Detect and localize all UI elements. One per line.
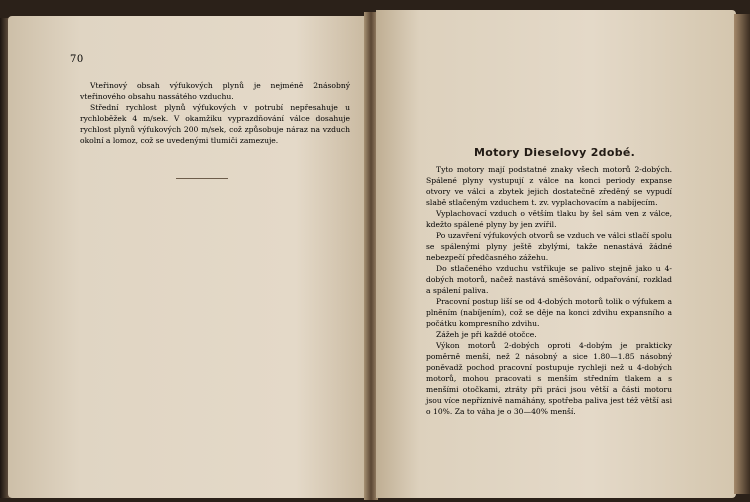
left-page-body [80, 80, 350, 146]
paragraph: Výkon motorů 2-dobých oproti 4-dobým je prakticky poměrně menší, než 2 násobný a sice 1.80—1.85 násobný poněvadž pochod pracovní postupuje rychleji než u 4-dobých motorů, mohou pracovati s menším středním tlakem a s menšími otočkami, ztráty při práci jsou větší a části motoru jsou více nepříznivě namáhány, spotřeba paliva jest též větší asi o 10%. Za to váha je o 30—40% menší. [426, 341, 672, 416]
book-edge-right [734, 14, 750, 494]
paragraph: Po uzavření výfukových otvorů se vzduch ve válci stlačí spolu se spálenými plyny ještě zbylými, takže nenastává žádné nebezpečí předčasného zážehu. [426, 231, 672, 262]
paragraph: Střední rychlost plynů výfukových v potrubí nepřesahuje u rychloběžek 4 m/sek. V okamžiku vyprazdňování válce dosahuje rychlost plynů výfukových 200 m/sek, což způsobuje náraz na vzduch okolní a lomoz, což se uvedenými tlumiči zamezuje. [80, 103, 350, 145]
paragraph: Vyplachovací vzduch o větším tlaku by šel sám ven z válce, kdežto spálené plyny by jen zvířil. [426, 209, 672, 229]
right-page-body [426, 164, 672, 417]
section-divider [176, 178, 228, 179]
paragraph: Tyto motory mají podstatné znaky všech motorů 2-dobých. Spálené plyny vystupují z válce na konci periody expanse otvory ve válci a zbytek jejich dostatečně zředěný se vypudí slabě stlačeným vzduchem t. zv. vyplachovacím a nabíjecím. [426, 165, 672, 207]
paragraph: Vteřinový obsah výfukových plynů je nejméně 2násobný vteřinového obsahu nassátého vzduchu. [80, 81, 350, 101]
page-number: 70 [70, 54, 84, 65]
paragraph: Zážeh je při každé otočce. [436, 330, 537, 339]
paragraph: Do stlačeného vzduchu vstřikuje se palivo stejně jako u 4-dobých motorů, načež nastává směšování, odpařování, rozklad a spálení paliva. [426, 264, 672, 295]
chapter-title: Motory Dieselovy 2dobé. [474, 146, 636, 159]
paragraph: Pracovní postup liší se od 4-dobých motorů tolik o výfukem a plněním (nabíjením), což se děje na konci zdvihu expansního a počátku kompresního zdvihu. [426, 297, 672, 328]
